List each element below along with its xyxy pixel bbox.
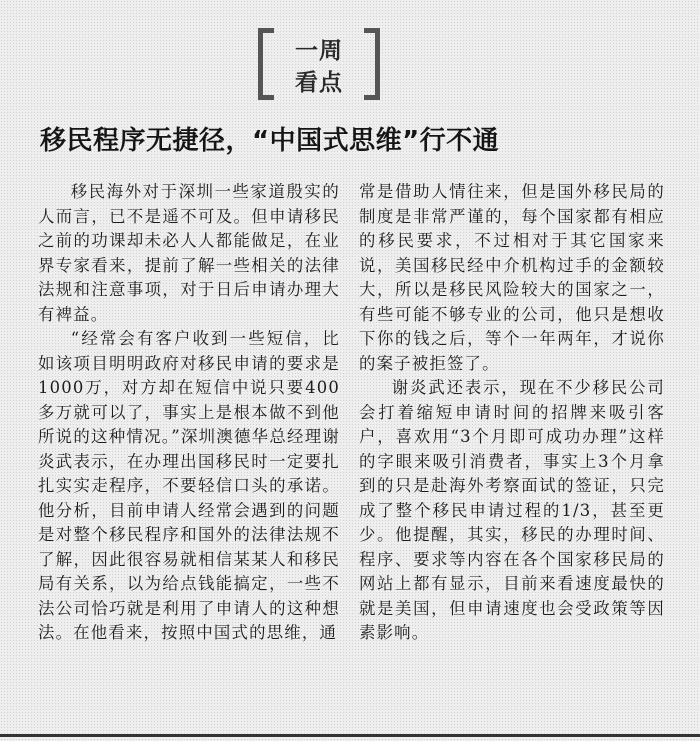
- body-paragraph: 常是借助人情往来，但是国外移民局的制度是非常严谨的，每个国家都有相应的移民要求，不过相对于其它国家来说，美国移民经中介机构过手的金额较大，所以是移民风险较大的国家之一，有些可能不够专业的公司，他只是想收下你的钱之后，等个一年两年，才说你的案子被拒签了。: [359, 182, 665, 373]
- body-paragraph: 移民海外对于深圳一些家道殷实的人而言，已不是遥不可及。但申请移民之前的功课却未必人人都能做足，在业界专家看来，提前了解一些相关的法律法规和注意事项，对于日后申请办理大有裨益。: [38, 182, 340, 324]
- column-header-line2: 看点: [295, 70, 343, 96]
- column-header: [258, 28, 380, 100]
- right-column: [359, 180, 665, 646]
- column-header-line1: 一周: [295, 38, 343, 64]
- bottom-rule: [0, 734, 700, 737]
- body-paragraph: 谢炎武还表示，现在不少移民公司会打着缩短申请时间的招牌来吸引客户，喜欢用“3个月即可成功办理”这样的字眼来吸引消费者，事实上3个月拿到的只是赴海外考察面试的签证，只完成了整个移民申请过程的1/3，甚至更少。他提醒，其实，移民的办理时间、程序、要求等内容在各个国家移民局的网站上都有显示，目前来看速度最快的就是美国，但申请速度也会受政策等因素影响。: [359, 378, 665, 642]
- left-column: [38, 180, 340, 646]
- body-paragraph: “经常会有客户收到一些短信，比如该项目明明政府对移民申请的要求是1000万，对方却在短信中说只要400多万就可以了，事实上是根本做不到他所说的这种情况。”深圳澳德华总经理谢炎武表示，在办理出国移民时一定要扎扎实实走程序，不要轻信口头的承诺。他分析，目前申请人经常会遇到的问题是对整个移民程序和国外的法律法规不了解，因此很容易就相信某某人和移民局有关系，以为给点钱能搞定，一些不法公司恰巧就是利用了申请人的这种想法。在他看来，按照中国式的思维，通: [38, 329, 340, 642]
- article-headline: 移民程序无捷径，“中国式思维”行不通: [40, 126, 500, 156]
